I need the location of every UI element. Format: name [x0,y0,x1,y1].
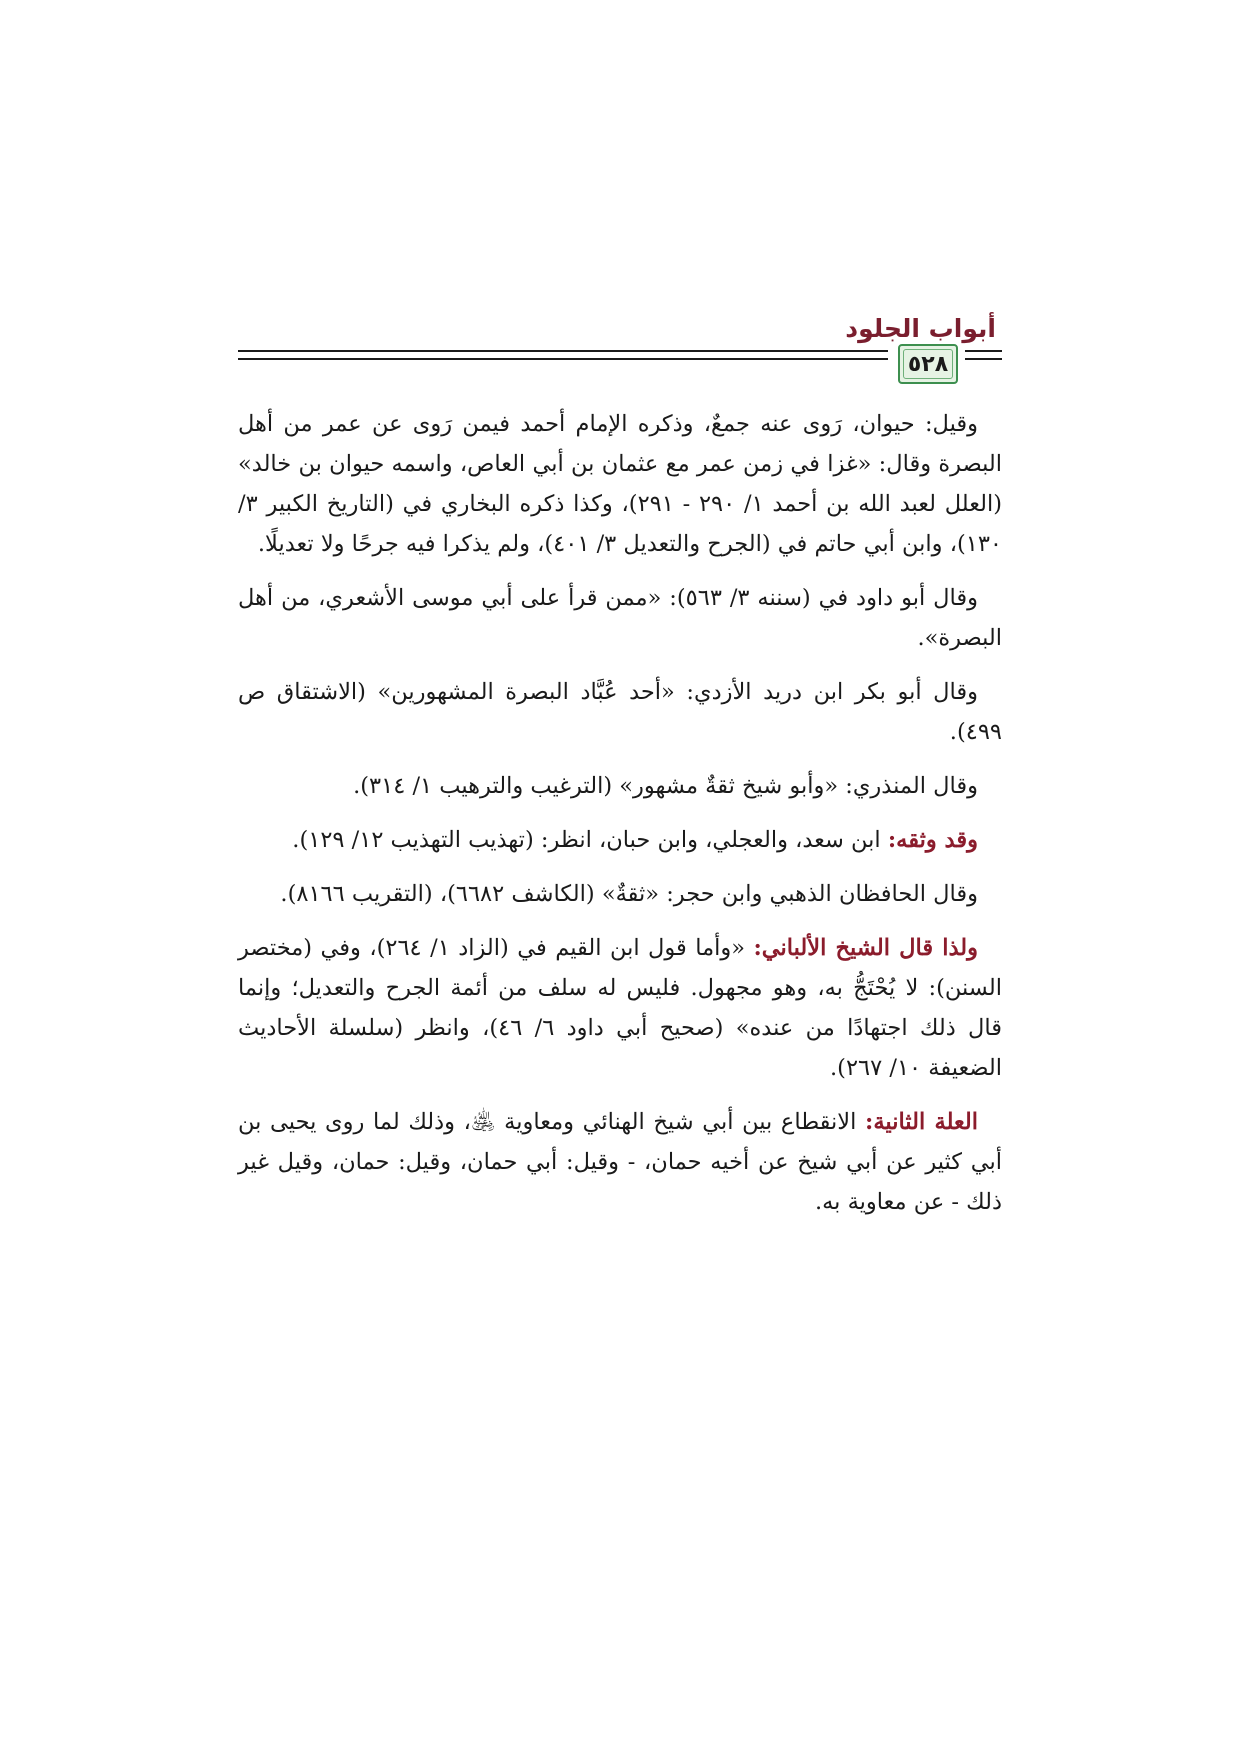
book-title: أبواب الجلود [845,314,996,343]
paragraph [238,404,1002,564]
paragraph [238,820,1002,860]
page-number-badge [898,344,958,384]
header-rule-top-right [238,350,888,352]
paragraph-text: «وأما قول ابن القيم في (الزاد ١/ ٢٦٤)، وفي (مختصر السنن): لا يُحْتَجُّ به، وهو مجهول. فليس له سلف من أئمة الجرح والتعديل؛ وإنما قال ذلك اجتهادًا من عنده» (صحيح أبي داود ٦/ ٤٦)، وانظر (سلسلة الأحاديث الضعيفة ١٠/ ٢٦٧). [238,935,1002,1081]
page-header [0,0,1240,400]
header-rule-top-left [965,350,1002,352]
paragraph-text: وقال أبو بكر ابن دريد الأزدي: «أحد عُبَّاد البصرة المشهورين» (الاشتقاق ص ٤٩٩). [238,679,1002,745]
paragraph [238,672,1002,752]
paragraph [238,874,1002,914]
paragraph-text: الانقطاع بين أبي شيخ الهنائي ومعاوية ﵁، وذلك لما روى يحيى بن أبي كثير عن أبي شيخ عن أخيه حمان، - وقيل: أبي حمان، وقيل: حمان، وقيل غير ذلك - عن معاوية به. [238,1109,1002,1215]
paragraph-text: وقال أبو داود في (سننه ٣/ ٥٦٣): «ممن قرأ على أبي موسى الأشعري، من أهل البصرة». [238,585,1002,651]
header-rule-bottom-right [238,358,888,360]
header-rule-bottom-left [965,358,1002,360]
paragraph-lead: ولذا قال الشيخ الألباني: [753,935,979,961]
page-number: ٥٢٨ [907,351,949,377]
page-body [238,404,1002,1236]
paragraph-lead: العلة الثانية: [865,1109,978,1135]
paragraph-text: ابن سعد، والعجلي، وابن حبان، انظر: (تهذيب التهذيب ١٢/ ١٢٩). [292,827,888,853]
paragraph [238,766,1002,806]
paragraph-text: وقيل: حيوان، رَوى عنه جمعٌ، وذكره الإمام أحمد فيمن رَوى عن عمر من أهل البصرة وقال: «غزا في زمن عمر مع عثمان بن أبي العاص، واسمه حيوان بن خالد» (العلل لعبد الله بن أحمد ١/ ٢٩٠ - ٢٩١)، وكذا ذكره البخاري في (التاريخ الكبير ٣/ ١٣٠)، وابن أبي حاتم في (الجرح والتعديل ٣/ ٤٠١)، ولم يذكرا فيه جرحًا ولا تعديلًا. [238,411,1002,557]
paragraph [238,1102,1002,1222]
paragraph-text: وقال الحافظان الذهبي وابن حجر: «ثقةٌ» (الكاشف ٦٦٨٢)، (التقريب ٨١٦٦). [280,881,978,907]
paragraph [238,928,1002,1088]
paragraph-text: وقال المنذري: «وأبو شيخ ثقةٌ مشهور» (الترغيب والترهيب ١/ ٣١٤). [353,773,978,799]
paragraph [238,578,1002,658]
paragraph-lead: وقد وثقه: [887,827,978,853]
